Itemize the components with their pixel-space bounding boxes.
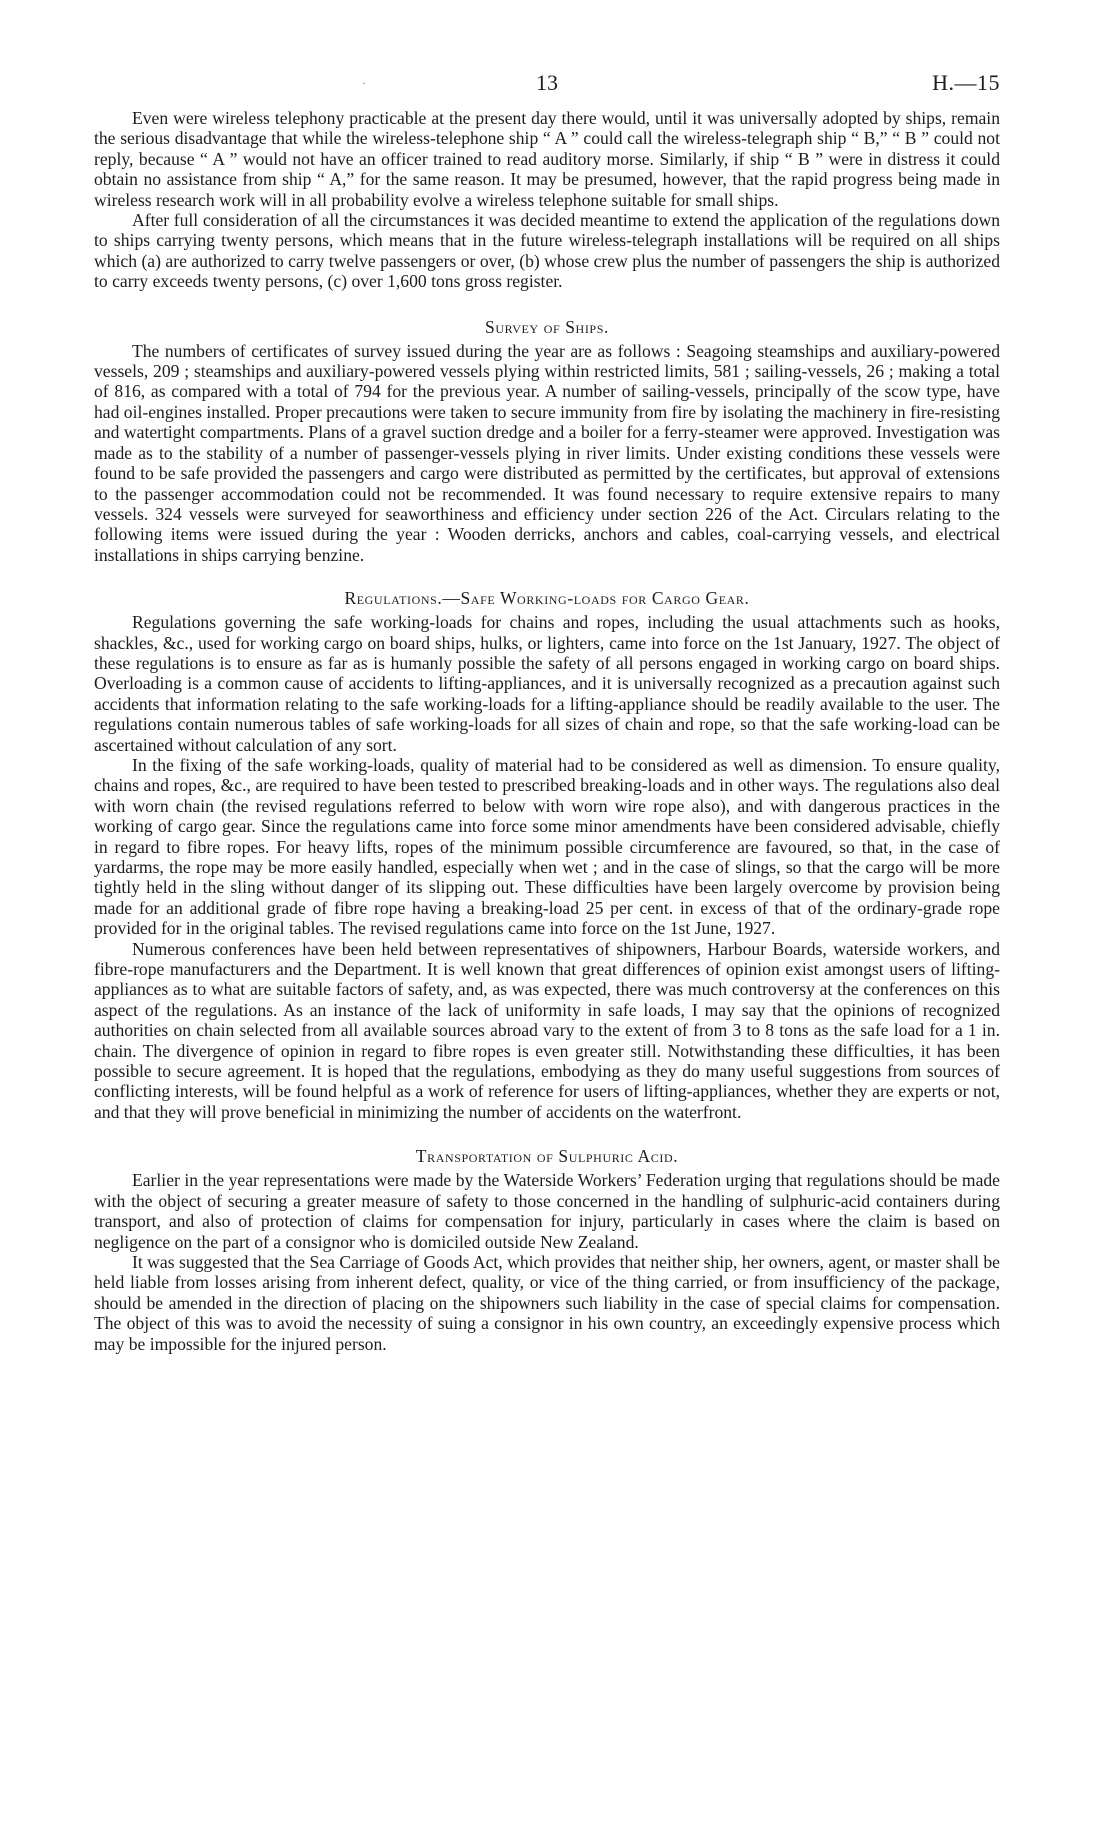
paragraph: Numerous conferences have been held between representatives of shipowners, Harbour Boards, waterside workers, and fibre-rope manufacturers and the Department. It is well known that great differences of opinion exist amongst users of lifting-appliances as to what are suitable factors of safety, and, as was expected, there was much controversy at the conferences on this aspect of the regulations. As an instance of the lack of uniformity in safe loads, I may say that the opinions of recognized authorities on chain selected from all available sources abroad vary to the extent of from 3 to 8 tons as the safe load for a 1 in. chain. The divergence of opinion in regard to fibre ropes is even greater still. Notwithstanding these difficulties, it has been possible to secure agreement. It is hoped that the regulations, embodying as they do many useful suggestions from sources of conflicting interests, will be found helpful as a work of reference for users of lifting-appliances, whether they are experts or not, and that they will prove beneficial in minimizing the number of accidents on the waterfront.: [94, 938, 1000, 1122]
intro-block: [94, 108, 1000, 292]
paragraph: In the fixing of the safe working-loads, quality of material had to be considered as well as dimension. To ensure quality, chains and ropes, &c., are required to have been tested to prescribed breaking-loads and in other ways. The regulations also deal with worn chain (the revised regulations referred to below with worn wire rope also), and with dangerous practices in the working of cargo gear. Since the regulations came into force some minor amendments have been considered advisable, chiefly in regard to fibre ropes. For heavy lifts, ropes of the minimum possible circumference are favoured, so that, in the case of yardarms, the rope may be more easily handled, especially when wet ; and in the case of slings, so that the cargo will be more tightly held in the sling without danger of its slipping out. These difficulties have been largely overcome by provision being made for an additional grade of fibre rope having a breaking-load 25 per cent. in excess of that of the ordinary-grade rope provided for in the original tables. The revised regulations came into force on the 1st June, 1927.: [94, 754, 1000, 939]
paragraph: The numbers of certificates of survey issued during the year are as follows : Seagoing steamships and auxiliary-powered vessels, 209 ; steamships and auxiliary-powered vessels plying within restricted limits, 581 ; sailing-vessels, 26 ; making a total of 816, as compared with a total of 794 for the previous year. A number of sailing-vessels, principally of the scow type, have had oil-engines installed. Proper precautions were taken to secure immunity from fire by isolating the machinery in fire-resisting and watertight compartments. Plans of a gravel suction dredge and a boiler for a ferry-steamer were approved. Investigation was made as to the stability of a number of passenger-vessels plying in river limits. Under existing conditions these vessels were found to be safe provided the passengers and cargo were distributed as permitted by the certificates, but approval of extensions to the passenger accommodation could not be recommended. It was found necessary to require extensive repairs to many vessels. 324 vessels were surveyed for seaworthiness and efficiency under section 226 of the Act. Circulars relating to the following items were issued during the year : Wooden derricks, anchors and cables, coal-carrying vessels, and electrical installations in ships carrying benzine.: [94, 340, 1000, 565]
document-page: [94, 70, 1000, 1354]
paragraph: Even were wireless telephony practicable at the present day there would, until it was universally adopted by ships, remain the serious disadvantage that while the wireless-telephone ship “ A ” could call the wireless-telegraph ship “ B,” “ B ” could not reply, because “ A ” would not have an officer trained to read auditory morse. Similarly, if ship “ B ” were in distress it could obtain no assistance from ship “ A,” for the same reason. It may be presumed, however, that the rapid progress being made in wireless research work will in all probability evolve a wireless telephone suitable for small ships.: [94, 108, 1000, 210]
section-heading: Survey of Ships.: [485, 316, 609, 337]
header-mark: ·: [362, 76, 366, 90]
section-heading: Transportation of Sulphuric Acid.: [415, 1146, 679, 1167]
section-sulphuric-acid: [94, 1146, 1000, 1354]
paragraph: It was suggested that the Sea Carriage of Goods Act, which provides that neither ship, her owners, agent, or master shall be held liable from losses arising from inherent defect, quality, or vice of the thing carried, or from insufficiency of the package, should be amended in the direction of placing on the shipowners such liability in the case of special claims for compensation. The object of this was to avoid the necessity of suing a consignor in his own country, an exceedingly expensive process which may be impossible for the injured person.: [94, 1251, 1000, 1354]
page-number: 13: [536, 70, 558, 95]
section-heading: Regulations.—Safe Working-loads for Cargo Gear.: [344, 588, 750, 609]
paragraph: Regulations governing the safe working-loads for chains and ropes, including the usual attachments such as hooks, shackles, &c., used for working cargo on board ships, hulks, or lighters, came into force on the 1st January, 1927. The object of these regulations is to ensure as far as is humanly possible the safety of all persons engaged in working cargo on board ships. Overloading is a common cause of accidents to lifting-appliances, and it is universally recognized as a precaution against such accidents that information relating to the safe working-loads for a lifting-appliance should be readily available to the user. The regulations contain numerous tables of safe working-loads for all sizes of chain and rope, so that the safe working-load can be ascertained without calculation of any sort.: [94, 612, 1000, 755]
section-cargo-gear-regulations: [94, 588, 1000, 1122]
paragraph: After full consideration of all the circumstances it was decided meantime to extend the application of the regulations down to ships carrying twenty persons, which means that in the future wireless-telegraph installations will be required on all ships which (a) are authorized to carry twelve passengers or over, (b) whose crew plus the number of passengers the ship is authorized to carry exceeds twenty persons, (c) over 1,600 tons gross register.: [94, 210, 1000, 292]
page-header: [94, 70, 1000, 108]
section-survey-of-ships: [94, 317, 1000, 565]
document-reference: H.—15: [932, 70, 1000, 95]
paragraph: Earlier in the year representations were made by the Waterside Workers’ Federation urging that regulations should be made with the object of securing a greater measure of safety to those concerned in the handling of sulphuric-acid containers during transport, and also of protection of claims for compensation for injury, particularly in cases where the claim is based on negligence on the part of a consignor who is domiciled outside New Zealand.: [94, 1170, 1000, 1252]
